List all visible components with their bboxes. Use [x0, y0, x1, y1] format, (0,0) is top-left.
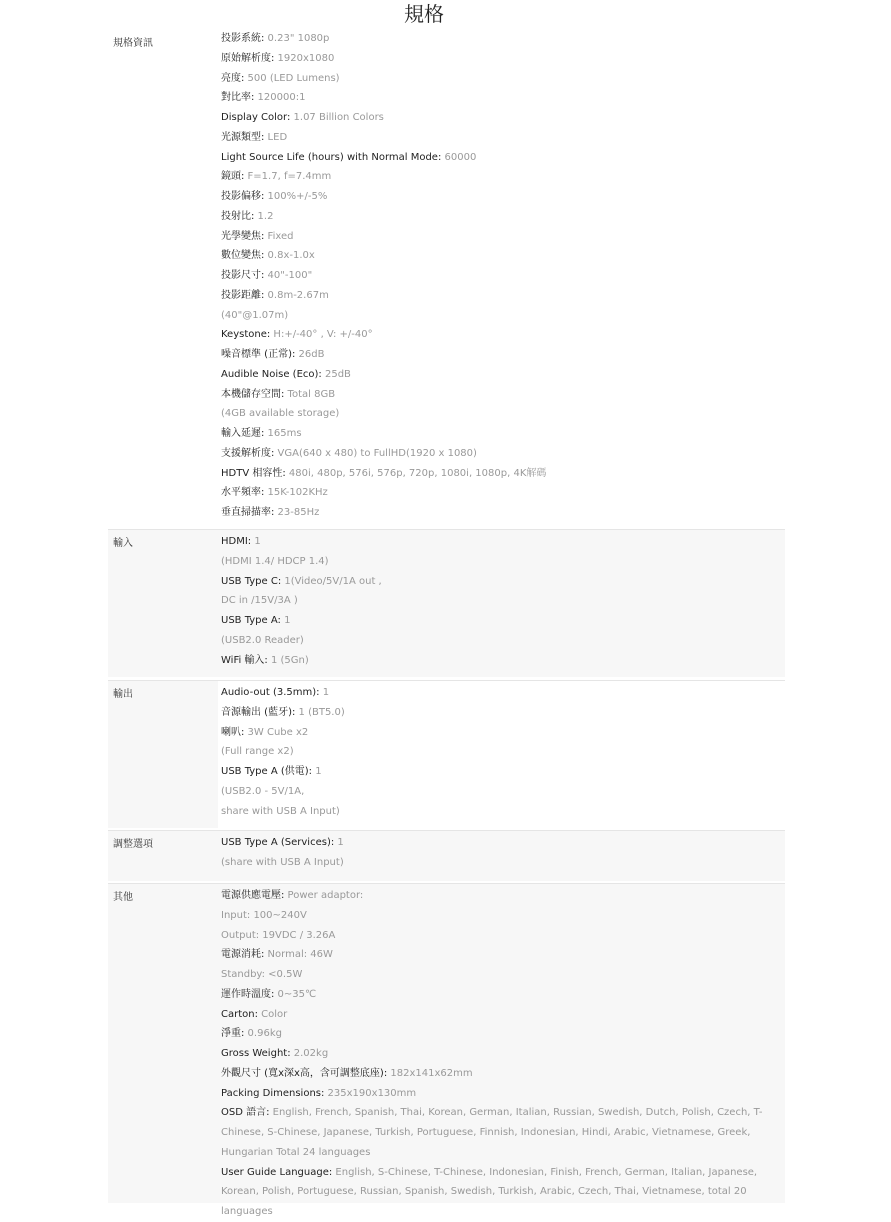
spec-value: 0.23" 1080p — [264, 33, 330, 44]
spec-key: USB Type A (供電): — [221, 766, 313, 777]
spec-line — [221, 424, 785, 444]
spec-line — [221, 1005, 785, 1025]
spec-key: 運作時溫度: — [221, 988, 275, 1000]
spec-line — [221, 286, 785, 306]
spec-line — [221, 762, 785, 782]
spec-line — [221, 1044, 785, 1064]
spec-line — [221, 227, 785, 247]
spec-key: 光源類型: — [221, 131, 265, 143]
spec-line — [221, 306, 785, 326]
spec-key: USB Type C: — [221, 575, 282, 587]
section-adjustment — [108, 830, 785, 881]
spec-value: 40"-100" — [264, 270, 313, 281]
spec-key: 電源消耗: — [221, 949, 265, 961]
spec-key: USB Type A: — [221, 615, 281, 626]
spec-line — [221, 723, 785, 743]
spec-line — [221, 187, 785, 207]
page-title: 規格 — [404, 2, 444, 26]
spec-key: USB Type A (Services): — [221, 837, 335, 848]
spec-value: 0.96kg — [244, 1028, 282, 1040]
spec-key: 電源供應電壓: — [221, 890, 285, 901]
spec-line — [221, 148, 785, 168]
spec-line — [221, 49, 785, 69]
spec-line — [221, 1064, 785, 1084]
spec-key: 投射比: — [221, 210, 255, 222]
spec-line — [221, 1103, 785, 1162]
spec-line — [221, 906, 785, 926]
spec-key: 投影系統: — [221, 33, 265, 44]
section-label: 調整選項 — [108, 830, 218, 881]
spec-value: 1(Video/5V/1A out , — [281, 575, 382, 587]
spec-value: Standby: <0.5W — [221, 969, 303, 980]
spec-value: VGA(640 x 480) to FullHD(1920 x 1080) — [274, 447, 477, 459]
spec-key: 輸入延遲: — [221, 428, 265, 439]
spec-value: 60000 — [441, 151, 477, 163]
spec-line — [221, 1084, 785, 1104]
spec-line — [221, 88, 785, 108]
spec-line — [221, 365, 785, 385]
section-spec-info — [108, 29, 785, 526]
spec-value: share with USB A Input) — [221, 805, 340, 817]
spec-key: 對比率: — [221, 92, 255, 104]
spec-value: 2.02kg — [290, 1048, 329, 1059]
spec-value: 23-85Hz — [274, 507, 320, 518]
spec-line — [221, 532, 785, 552]
spec-key: 喇叭: — [221, 726, 245, 738]
spec-value: (share with USB A Input) — [221, 856, 344, 868]
spec-key: HDMI: — [221, 536, 252, 547]
spec-line — [221, 404, 785, 424]
spec-line — [221, 802, 785, 822]
section-label: 規格資訊 — [113, 38, 153, 49]
spec-value: (USB2.0 - 5V/1A, — [221, 785, 305, 797]
spec-line — [221, 444, 785, 464]
spec-key: 垂直掃描率: — [221, 507, 275, 518]
spec-line — [221, 683, 785, 703]
spec-value: Fixed — [264, 230, 294, 242]
spec-value: 480i, 480p, 576i, 576p, 720p, 1080i, 1080p, 4K解碼 — [285, 467, 547, 479]
section-content — [218, 680, 785, 828]
spec-line — [221, 108, 785, 128]
section-label: 輸出 — [108, 680, 218, 828]
spec-value: Power adaptor: — [284, 890, 364, 901]
spec-line — [221, 464, 785, 484]
spec-value: (HDMI 1.4/ HDCP 1.4) — [221, 555, 329, 567]
spec-key: Audio-out (3.5mm): — [221, 687, 320, 698]
spec-line — [221, 703, 785, 723]
section-input — [108, 529, 785, 677]
spec-line — [221, 29, 785, 49]
spec-line — [221, 483, 785, 503]
spec-value: Output: 19VDC / 3.26A — [221, 929, 336, 941]
spec-key: 光學變焦: — [221, 230, 265, 242]
spec-line — [221, 266, 785, 286]
spec-line — [221, 631, 785, 651]
spec-key: 投影距離: — [221, 289, 265, 301]
spec-line — [221, 69, 785, 89]
section-content — [218, 883, 785, 1217]
spec-value: 182x141x62mm — [387, 1067, 473, 1079]
spec-value: 0~35℃ — [274, 988, 317, 1000]
section-label: 輸入 — [108, 529, 218, 677]
spec-key: 投影偏移: — [221, 191, 265, 202]
spec-value: 500 (LED Lumens) — [244, 72, 340, 84]
spec-value: 0.8x-1.0x — [264, 250, 315, 262]
spec-line — [221, 246, 785, 266]
spec-line — [221, 833, 785, 853]
spec-key: 支援解析度: — [221, 447, 275, 459]
spec-line — [221, 552, 785, 572]
spec-line — [221, 128, 785, 148]
spec-value: 1 (5Gn) — [267, 654, 309, 666]
spec-line — [221, 207, 785, 227]
spec-line — [221, 591, 785, 611]
spec-value: 235x190x130mm — [324, 1087, 417, 1099]
section-output — [108, 680, 785, 828]
spec-value: (USB2.0 Reader) — [221, 634, 304, 646]
spec-key: Packing Dimensions: — [221, 1087, 325, 1099]
spec-value: 1920x1080 — [274, 52, 335, 64]
spec-value: (Full range x2) — [221, 746, 294, 758]
section-content — [218, 529, 785, 677]
spec-key: Gross Weight: — [221, 1048, 291, 1059]
spec-value: 165ms — [264, 428, 302, 439]
spec-value: English, S-Chinese, T-Chinese, Indonesian, Finish, French, German, Italian, Japanese, Korean, Polish, Portuguese, Russian, Spanish, Swedish, Turkish, Arabic, Czech, Thai, Vietnamese, total 20 languages — [221, 1166, 758, 1217]
spec-line — [221, 572, 785, 592]
spec-value: 1 — [251, 536, 261, 547]
spec-value: 0.8m-2.67m — [264, 289, 329, 301]
spec-value: 1 — [319, 687, 330, 698]
spec-table — [108, 29, 785, 1217]
spec-value: 25dB — [321, 368, 351, 380]
spec-value: LED — [264, 131, 288, 143]
spec-key: 本機儲存空間: — [221, 388, 285, 400]
spec-line — [221, 945, 785, 965]
spec-key: Keystone: — [221, 329, 271, 341]
spec-key: Audible Noise (Eco): — [221, 368, 322, 380]
spec-line — [221, 886, 785, 906]
spec-value: DC in /15V/3A ) — [221, 595, 298, 607]
spec-line — [221, 926, 785, 946]
spec-value: 15K-102KHz — [264, 487, 328, 499]
spec-line — [221, 1163, 785, 1222]
spec-line — [221, 345, 785, 365]
section-content — [218, 830, 785, 881]
spec-key: Carton: — [221, 1008, 258, 1020]
spec-key: HDTV 相容性: — [221, 467, 286, 479]
spec-key: 噪音標準 (正常): — [221, 349, 296, 360]
spec-value: 1 — [312, 766, 322, 777]
spec-line — [221, 503, 785, 523]
spec-key: 投影尺寸: — [221, 270, 265, 281]
spec-line — [221, 325, 785, 345]
spec-line — [221, 651, 785, 671]
spec-line — [221, 385, 785, 405]
spec-key: 淨重: — [221, 1028, 245, 1040]
spec-key: 數位變焦: — [221, 250, 265, 262]
spec-key: OSD 語言: — [221, 1107, 270, 1119]
spec-value: Total 8GB — [284, 388, 336, 400]
section-label: 其他 — [108, 883, 218, 1203]
spec-key: 音源輸出 (藍牙): — [221, 706, 296, 718]
section-content — [218, 29, 785, 526]
spec-value: 1 — [280, 615, 291, 626]
spec-key: 水平頻率: — [221, 487, 265, 499]
spec-line — [221, 965, 785, 985]
spec-key: 亮度: — [221, 72, 245, 84]
spec-key: WiFi 輸入: — [221, 654, 268, 666]
spec-line — [221, 985, 785, 1005]
spec-value: 1 (BT5.0) — [295, 706, 345, 718]
spec-key: Light Source Life (hours) with Normal Mode: — [221, 151, 442, 163]
spec-line — [221, 1024, 785, 1044]
spec-key: Display Color: — [221, 112, 291, 123]
spec-key: 外觀尺寸 (寬x深x高，含可調整底座): — [221, 1067, 388, 1079]
section-other — [108, 883, 785, 1217]
spec-key: User Guide Language: — [221, 1166, 333, 1178]
spec-value: Color — [257, 1008, 288, 1020]
spec-value: (4GB available storage) — [221, 408, 340, 420]
spec-value: 100%+/-5% — [264, 191, 328, 202]
spec-value: F=1.7, f=7.4mm — [244, 171, 332, 183]
spec-value: (40"@1.07m) — [221, 309, 289, 321]
spec-line — [221, 782, 785, 802]
spec-value: 1.2 — [254, 210, 274, 222]
spec-value: Input: 100~240V — [221, 909, 307, 921]
spec-value: 1.07 Billion Colors — [290, 112, 384, 123]
spec-line — [221, 853, 785, 873]
spec-value: 1 — [334, 837, 344, 848]
spec-value: 120000:1 — [254, 92, 306, 104]
spec-line — [221, 742, 785, 762]
spec-line — [221, 167, 785, 187]
spec-value: 26dB — [295, 349, 325, 360]
spec-key: 原始解析度: — [221, 52, 275, 64]
spec-value: H:+/-40° , V: +/-40° — [270, 329, 373, 341]
spec-value: English, French, Spanish, Thai, Korean, German, Italian, Russian, Swedish, Dutch, Polish, Czech, T-Chinese, S-Chinese, Japanese, Turkish, Portuguese, Finnish, Indonesian, Hindi, Arabic, Vietnamese, Greek, Hungarian Total 24 languages — [221, 1107, 763, 1158]
spec-value: Normal: 46W — [264, 949, 333, 961]
spec-line — [221, 611, 785, 631]
spec-key: 鏡頭: — [221, 171, 245, 183]
spec-value: 3W Cube x2 — [244, 726, 309, 738]
